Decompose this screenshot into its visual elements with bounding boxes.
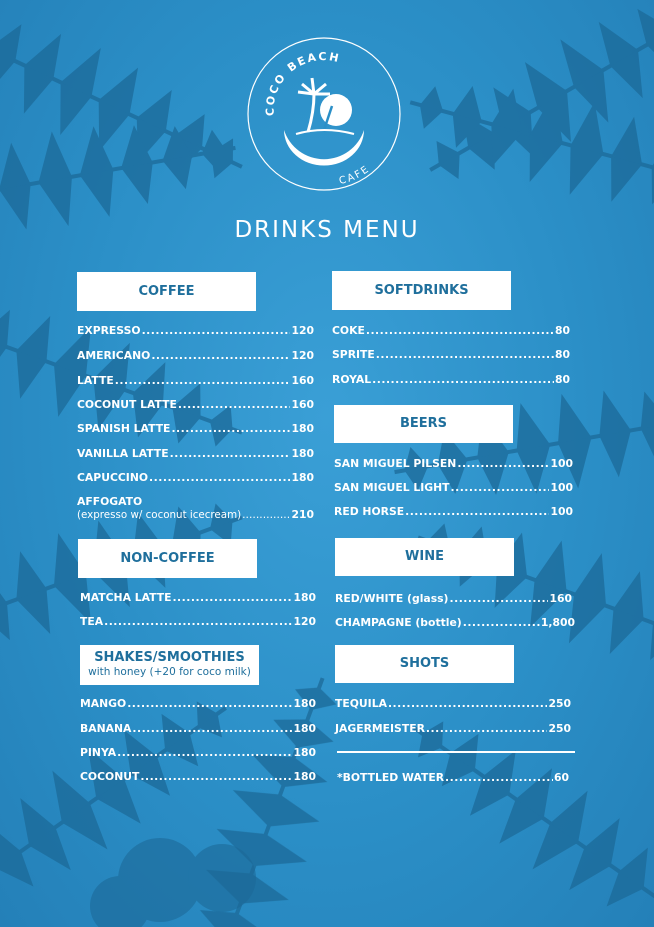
- menu-item-tea: TEA ..... 120: [80, 615, 316, 628]
- menu-item-expresso: EXPRESSO ..... 120: [77, 324, 314, 337]
- non-coffee-header: [78, 539, 257, 578]
- coco-beach-logo: [244, 34, 404, 194]
- menu-item-sprite: SPRITE ..... 80: [332, 348, 570, 361]
- menu-item-red-horse: RED HORSE ..... 100: [334, 505, 573, 518]
- non-coffee-header-label: NON-COFFEE: [120, 551, 215, 566]
- softdrinks-header: [332, 271, 511, 310]
- menu-item-banana: BANANA ..... 180: [80, 722, 316, 735]
- logo-top-text: COCO BEACH: [263, 50, 342, 117]
- menu-item-matcha-latte: MATCHA LATTE ..... 180: [80, 591, 316, 604]
- menu-item-san-miguel-light: SAN MIGUEL LIGHT ..... 100: [334, 481, 573, 494]
- coffee-header-label: COFFEE: [138, 284, 195, 299]
- softdrinks-header-label: SOFTDRINKS: [374, 283, 469, 298]
- menu-item-latte: LATTE ..... 160: [77, 374, 314, 387]
- coffee-header: [77, 272, 256, 311]
- menu-item-champagne-bottle: CHAMPAGNE (bottle) ..... 1,800: [335, 616, 575, 629]
- menu-item-bottled-water: *BOTTLED WATER ..... 60: [337, 771, 569, 784]
- beers-header-label: BEERS: [399, 416, 448, 431]
- shakes-subheader: with honey (+20 for coco milk): [88, 666, 251, 678]
- wine-header: [335, 538, 514, 576]
- menu-item-pinya: PINYA ..... 180: [80, 746, 316, 759]
- shakes-header: [80, 645, 259, 685]
- shakes-header-label: SHAKES/SMOOTHIES: [94, 650, 245, 665]
- menu-item-tequila: TEQUILA ..... 250: [335, 697, 571, 710]
- page-title: DRINKS MENU: [234, 217, 420, 243]
- menu-item-mango: MANGO ..... 180: [80, 697, 316, 710]
- logo-bottom-text: CAFE: [337, 163, 373, 188]
- menu-item-san-miguel-pilsen: SAN MIGUEL PILSEN ..... 100: [334, 457, 573, 470]
- menu-item-jagermeister: JAGERMEISTER ..... 250: [335, 722, 571, 735]
- menu-item-royal: ROYAL ..... 80: [332, 373, 570, 386]
- wine-header-label: WINE: [405, 549, 444, 564]
- menu-item-coke: COKE ..... 80: [332, 324, 570, 337]
- menu-item-coconut: COCONUT ..... 180: [80, 770, 316, 783]
- menu-item-spanish-latte: SPANISH LATTE ..... 180: [77, 422, 314, 435]
- menu-item-americano: AMERICANO ..... 120: [77, 349, 314, 362]
- divider-line: [337, 751, 575, 753]
- menu-item-coconut-latte: COCONUT LATTE ..... 160: [77, 398, 314, 411]
- menu-item-red-white-glass: RED/WHITE (glass) ..... 160: [335, 592, 572, 605]
- shots-header-label: SHOTS: [399, 656, 450, 671]
- shots-header: [335, 645, 514, 683]
- menu-item-capuccino: CAPUCCINO ..... 180: [77, 471, 314, 484]
- menu-item-affogato: AFFOGATO (expresso w/ coconut icecream) ..... 210: [77, 495, 314, 521]
- beers-header: [334, 405, 513, 443]
- menu-item-vanilla-latte: VANILLA LATTE ..... 180: [77, 447, 314, 460]
